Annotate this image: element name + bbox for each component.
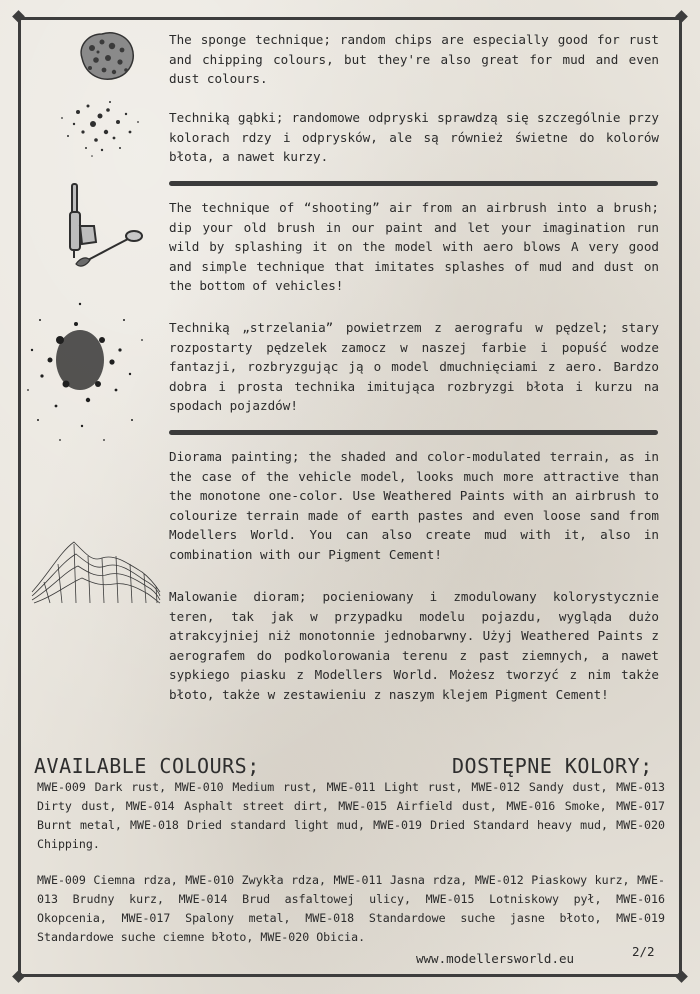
splatter-icon [20,280,150,450]
page-number: 2/2 [632,944,655,959]
sponge-text-pl: Techniką gąbki; randomowe odpryski sprawdzą się szczególnie przy kolorach rdzy i odprysków, ale są również świetne do kolorów błota, a nawet kurzy. [169,110,659,165]
colours-list-pl: MWE-009 Ciemna rdza, MWE-010 Zwykła rdza, MWE-011 Jasna rdza, MWE-012 Piaskowy kurz, MWE-013 Brudny kurz, MWE-014 Brud asfaltowej ulicy, MWE-015 Lotniskowy pył, MWE-016 Okopcenia, MWE-017 Spalony metal, MWE-018 Standardowe suche jasne błoto, MWE-019 Standardowe suche ciemne błoto, MWE-020 Obicia. [37,873,665,944]
sponge-text-en: The sponge technique; random chips are especially good for rust and chipping colours, but they're also great for mud and even dust colours. [169,32,659,87]
available-colours-heading: AVAILABLE COLOURS; [34,754,260,778]
terrain-wireframe-icon [30,532,162,604]
section-divider [169,181,658,186]
sponge-icon [74,28,138,84]
diorama-text-en: Diorama painting; the shaded and color-modulated terrain, as in the case of the vehicle model, looks much more attractive than the monotone one-color. Use Weathered Paints with an airbrush to colourize terrain made of earth pastes and even loose sand from Modellers World. You can also create mud with it, also in combination with our Pigment Cement! [169,449,659,562]
colours-list-en: MWE-009 Dark rust, MWE-010 Medium rust, MWE-011 Light rust, MWE-012 Sandy dust, MWE-013 Dirty dust, MWE-014 Asphalt street dirt, MWE-015 Airfield dust, MWE-016 Smoke, MWE-017 Burnt metal, MWE-018 Dried standard light mud, MWE-019 Dried Standard heavy mud, MWE-020 Chipping. [37,780,665,851]
diorama-text-pl: Malowanie dioram; pocieniowany i zmodulowany kolorystycznie teren, tak jak w przypadku modelu pojazdu, wygląda dużo atrakcyjniej niż monotonnie jednobarwny. Użyj Weathered Paints z aerografem do podkolorowania terenu z past ziemnych, a nawet sypkiego piasku z Modellers World. Możesz tworzyć z nim także błoto, także w zestawieniu z naszym klejem Pigment Cement! [169,589,659,702]
dostepne-kolory-heading: DOSTĘPNE KOLORY; [452,754,653,778]
shooting-text-en: The technique of “shooting” air from an airbrush into a brush; dip your old brush in our paint and let your imagination run wild by splashing it on the model with aero blows A very good and simple technique that imitates splashes of mud and dust on the bottom of vehicles! [169,200,659,294]
sponge-speckle-icon [48,92,148,164]
shooting-text-pl: Techniką „strzelania” powietrzem z aerografu w pędzel; stary rozpostarty pędzelek zamocz w naszej farbie i popuść wodze fantazji, rozbryzgując ją o model dmuchnięciami z aero. Bardzo dobra i prosta technika imitująca rozbryzgi błota i kurzu na spodach pojazdów! [169,320,659,414]
website-url[interactable]: www.modellersworld.eu [416,951,575,966]
airbrush-icon [60,182,144,274]
section-divider [169,430,658,435]
